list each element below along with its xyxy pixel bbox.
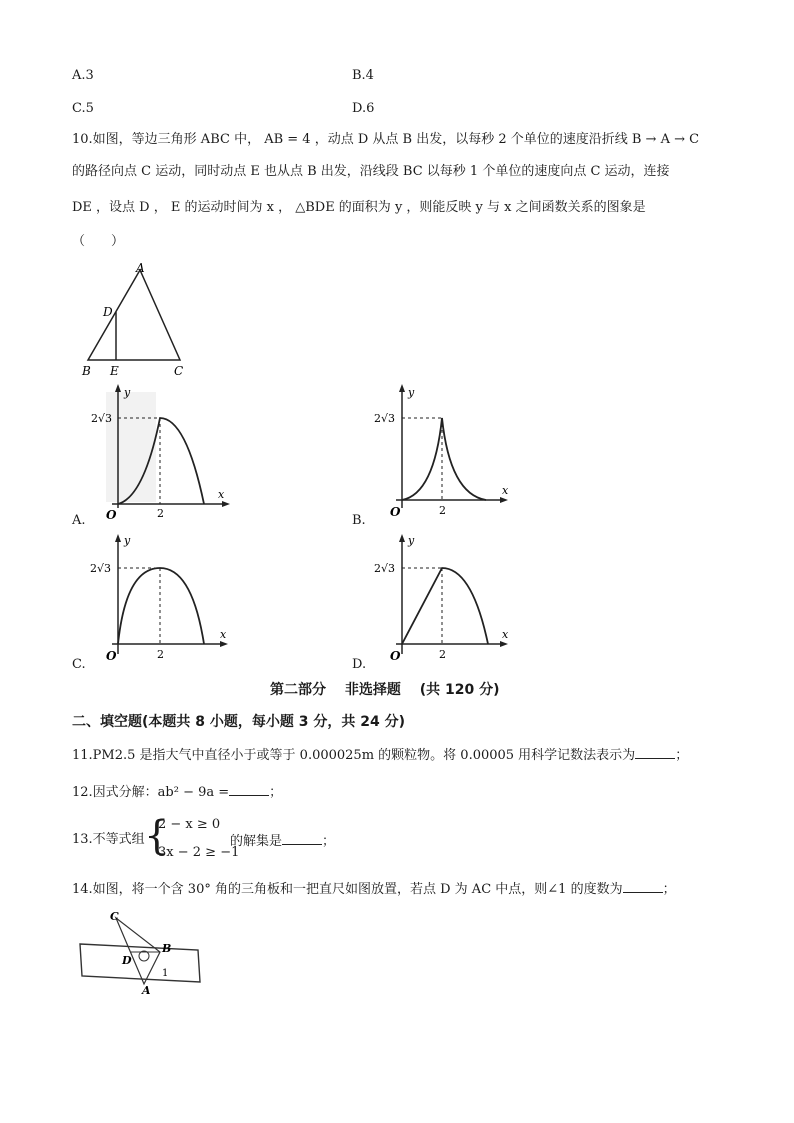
q10-option-d: D. xyxy=(352,657,367,672)
graph-b-y-label: y xyxy=(408,386,415,399)
q11-text: 11.PM2.5 是指大气中直径小于或等于 0.000025m 的颗粒物。将 0.00005 用科学记数法表示为 xyxy=(72,748,636,763)
graph-d-xmark: 2 xyxy=(439,648,446,661)
q10-option-c: C. xyxy=(72,657,86,672)
q13-tail: ； xyxy=(322,834,336,849)
q9-option-b: B.4 xyxy=(352,68,374,83)
q11-tail: ； xyxy=(675,748,689,763)
graph-b-x-label: x xyxy=(502,484,509,497)
graph-c-x-label: x xyxy=(220,628,227,641)
graph-c-origin: O xyxy=(106,649,117,663)
q14-label-b: B xyxy=(162,942,172,955)
q14-line xyxy=(72,880,676,898)
q13-suffix-line xyxy=(230,832,335,850)
q10-line-4: （ ） xyxy=(72,234,125,249)
graph-d-x-label: x xyxy=(502,628,509,641)
q10-line-1: 10.如图，等边三角形 ABC 中， AB = 4 ，动点 D 从点 B 出发，以每秒 2 个单位的速度沿折线 B → A → C xyxy=(72,132,700,147)
graph-c-ymark: 2√3 xyxy=(90,562,112,575)
q14-label-d: D xyxy=(122,954,132,967)
label-b: B xyxy=(82,364,91,378)
q12-line xyxy=(72,783,282,801)
triangle-figure xyxy=(76,258,196,382)
graph-a-ymark: 2√3 xyxy=(91,412,113,425)
label-e: E xyxy=(110,364,119,378)
q9-option-a: A.3 xyxy=(72,68,94,83)
q13-prefix: 13.不等式组 xyxy=(72,832,145,847)
graph-c-xmark: 2 xyxy=(157,648,164,661)
graph-d-y-label: y xyxy=(408,534,415,547)
graph-d-origin: O xyxy=(390,649,401,663)
graph-a-xmark: 2 xyxy=(157,507,164,520)
part2-title: 第二部分 非选择题 (共 120 分) xyxy=(270,682,500,698)
graph-b-origin: O xyxy=(390,505,401,519)
q13-ineq-2: 3x − 2 ≥ −1 xyxy=(158,845,240,860)
graph-a-x-label: x xyxy=(218,488,225,501)
graph-b xyxy=(368,382,518,524)
q14-tail: ； xyxy=(662,882,676,897)
q14-label-a: A xyxy=(142,984,151,996)
q11-answer-blank[interactable] xyxy=(635,746,675,759)
ruler-triangle-figure xyxy=(76,908,216,996)
q9-option-c: C.5 xyxy=(72,101,94,116)
q12-answer-blank[interactable] xyxy=(229,783,269,796)
q12-tail: ； xyxy=(269,785,283,800)
label-a: A xyxy=(136,261,145,275)
label-c: C xyxy=(174,364,184,378)
graph-a-y-label: y xyxy=(124,386,131,399)
q13-ineq-1: 2 − x ≥ 0 xyxy=(158,817,221,832)
q14-answer-blank[interactable] xyxy=(623,880,663,893)
q14-text: 14.如图，将一个含 30° 角的三角板和一把直尺如图放置，若点 D 为 AC 中点，则∠1 的度数为 xyxy=(72,882,623,897)
graph-d-ymark: 2√3 xyxy=(374,562,396,575)
graph-c-y-label: y xyxy=(124,534,131,547)
graph-a xyxy=(86,382,236,524)
q10-option-a: A. xyxy=(72,513,86,528)
q10-line-3: DE ，设点 D ， E 的运动时间为 x ， △BDE 的面积为 y ，则能反映 y 与 x 之间函数关系的图象是 xyxy=(72,200,646,215)
section-heading: 二、填空题(本题共 8 小题，每小题 3 分，共 24 分) xyxy=(72,714,406,730)
q14-label-c: C xyxy=(110,910,119,923)
q11-line xyxy=(72,746,688,764)
q9-option-d: D.6 xyxy=(352,101,375,116)
q14-label-one: 1 xyxy=(162,968,169,979)
q13-suffix: 的解集是 xyxy=(230,834,283,849)
label-d: D xyxy=(103,305,113,319)
graph-b-xmark: 2 xyxy=(439,504,446,517)
graph-b-ymark: 2√3 xyxy=(374,412,396,425)
q10-option-b: B. xyxy=(352,513,366,528)
graph-c xyxy=(86,530,236,670)
graph-d xyxy=(368,530,518,670)
q13-brace: { xyxy=(144,813,170,859)
graph-a-origin: O xyxy=(106,508,117,522)
q12-text: 12.因式分解：ab² − 9a = xyxy=(72,785,230,800)
q13-answer-blank[interactable] xyxy=(282,832,322,845)
q10-line-2: 的路径向点 C 运动，同时动点 E 也从点 B 出发，沿线段 BC 以每秒 1 个单位的速度向点 C 运动，连接 xyxy=(72,164,670,179)
